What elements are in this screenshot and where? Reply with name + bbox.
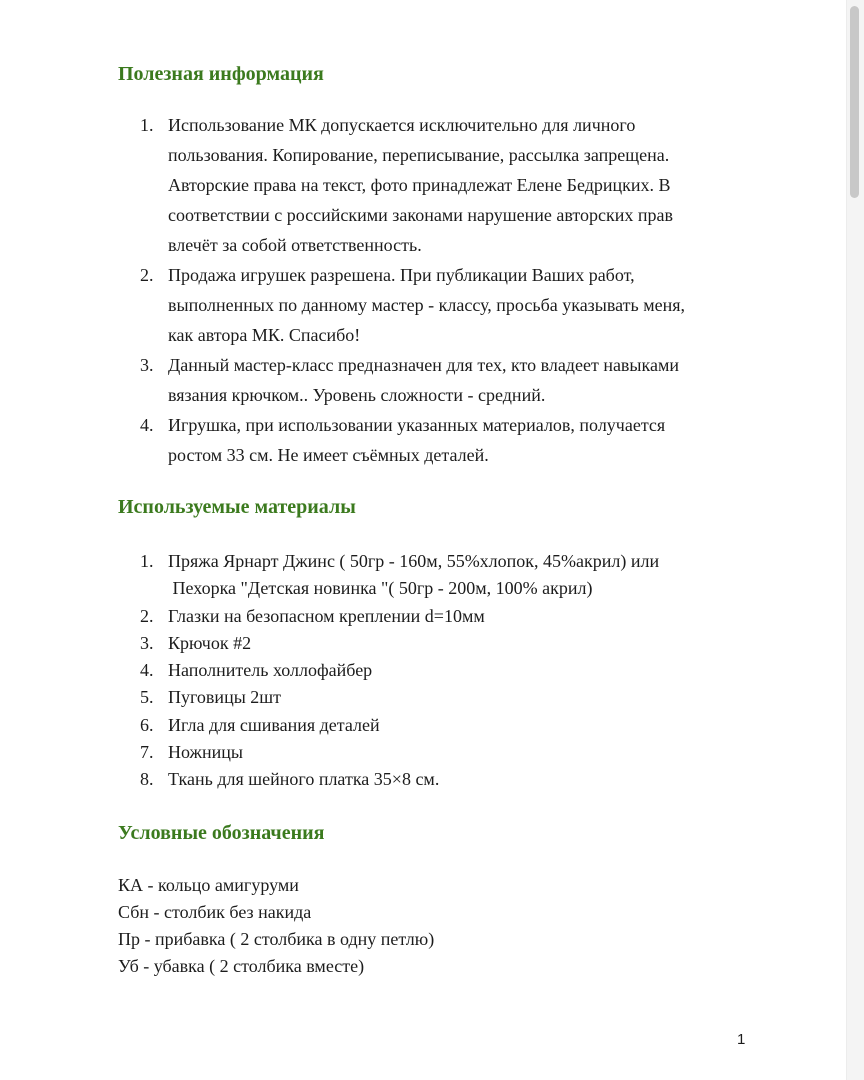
list-item bbox=[118, 350, 685, 410]
legend-item: КА - кольцо амигуруми bbox=[118, 875, 299, 895]
section-title-materials: Используемые материалы bbox=[118, 496, 356, 518]
list-item-line: Авторские права на текст, фото принадлежат Елене Бедрицких. В bbox=[168, 175, 671, 195]
list-item-line: Игрушка, при использовании указанных материалов, получается bbox=[168, 415, 666, 435]
list-item-number: 6. bbox=[140, 714, 154, 735]
page-number: 1 bbox=[737, 1031, 746, 1048]
list-item-number: 4. bbox=[140, 415, 154, 435]
list-item bbox=[118, 684, 659, 711]
list-item-line: Пряжа Ярнарт Джинс ( 50гр - 160м, 55%хлопок, 45%акрил) или bbox=[168, 551, 660, 571]
list-item-line: Ножницы bbox=[168, 742, 243, 763]
list-item-number: 8. bbox=[140, 769, 154, 790]
list-item-line: выполненных по данному мастер - классу, просьба указывать меня, bbox=[168, 295, 686, 315]
list-item bbox=[118, 657, 659, 684]
list-item-line: Наполнитель холлофайбер bbox=[168, 660, 373, 681]
legend-item: Сбн - столбик без накида bbox=[118, 902, 312, 922]
list-item bbox=[118, 766, 659, 793]
list-item-line: пользования. Копирование, переписывание, рассылка запрещена. bbox=[168, 145, 670, 165]
list-item-number: 7. bbox=[140, 742, 154, 763]
list-item bbox=[118, 630, 659, 657]
list-item bbox=[118, 410, 685, 470]
section-title-legend: Условные обозначения bbox=[118, 822, 325, 844]
list-item-line: Продажа игрушек разрешена. При публикации Ваших работ, bbox=[168, 265, 635, 285]
list-item-line: соответствии с российскими законами нарушение авторских прав bbox=[168, 205, 674, 225]
list-item-number: 1. bbox=[140, 551, 154, 571]
list-item-number: 3. bbox=[140, 632, 154, 653]
list-item-number: 2. bbox=[140, 605, 154, 626]
list-item bbox=[118, 110, 685, 260]
list-item-number: 5. bbox=[140, 687, 154, 708]
list-item-line: Глазки на безопасном креплении d=10мм bbox=[168, 605, 485, 626]
list-item-number: 2. bbox=[140, 265, 154, 285]
list-item bbox=[118, 603, 659, 630]
list-item-line: вязания крючком.. Уровень сложности - средний. bbox=[168, 385, 546, 405]
list-item-line: Данный мастер-класс предназначен для тех, кто владеет навыками bbox=[168, 355, 680, 375]
legend-item: Пр - прибавка ( 2 столбика в одну петлю) bbox=[118, 929, 435, 949]
materials-list bbox=[118, 548, 659, 794]
list-item-line: влечёт за собой ответственность. bbox=[168, 235, 422, 255]
useful-info-list bbox=[118, 110, 685, 470]
list-item-line: Крючок #2 bbox=[168, 632, 252, 653]
list-item-number: 1. bbox=[140, 115, 154, 135]
legend-list bbox=[118, 872, 434, 980]
list-item bbox=[118, 260, 685, 350]
legend-item: Уб - убавка ( 2 столбика вместе) bbox=[118, 956, 365, 976]
list-item-line: как автора МК. Спасибо! bbox=[168, 325, 361, 345]
list-item-line: ростом 33 см. Не имеет съёмных деталей. bbox=[168, 445, 489, 465]
list-item-line: Пуговицы 2шт bbox=[168, 687, 282, 708]
list-item bbox=[118, 712, 659, 739]
list-item-line: Ткань для шейного платка 35×8 см. bbox=[168, 769, 440, 790]
list-item-line: Пехорка "Детская новинка "( 50гр - 200м, 100% акрил) bbox=[168, 578, 593, 599]
list-item bbox=[118, 548, 659, 603]
scrollbar-thumb[interactable] bbox=[850, 6, 859, 198]
list-item-number: 3. bbox=[140, 355, 154, 375]
list-item-line: Игла для сшивания деталей bbox=[168, 714, 380, 735]
section-title-useful-info: Полезная информация bbox=[118, 63, 324, 85]
list-item bbox=[118, 739, 659, 766]
list-item-number: 4. bbox=[140, 660, 154, 681]
list-item-line: Использование МК допускается исключительно для личного bbox=[168, 115, 636, 135]
